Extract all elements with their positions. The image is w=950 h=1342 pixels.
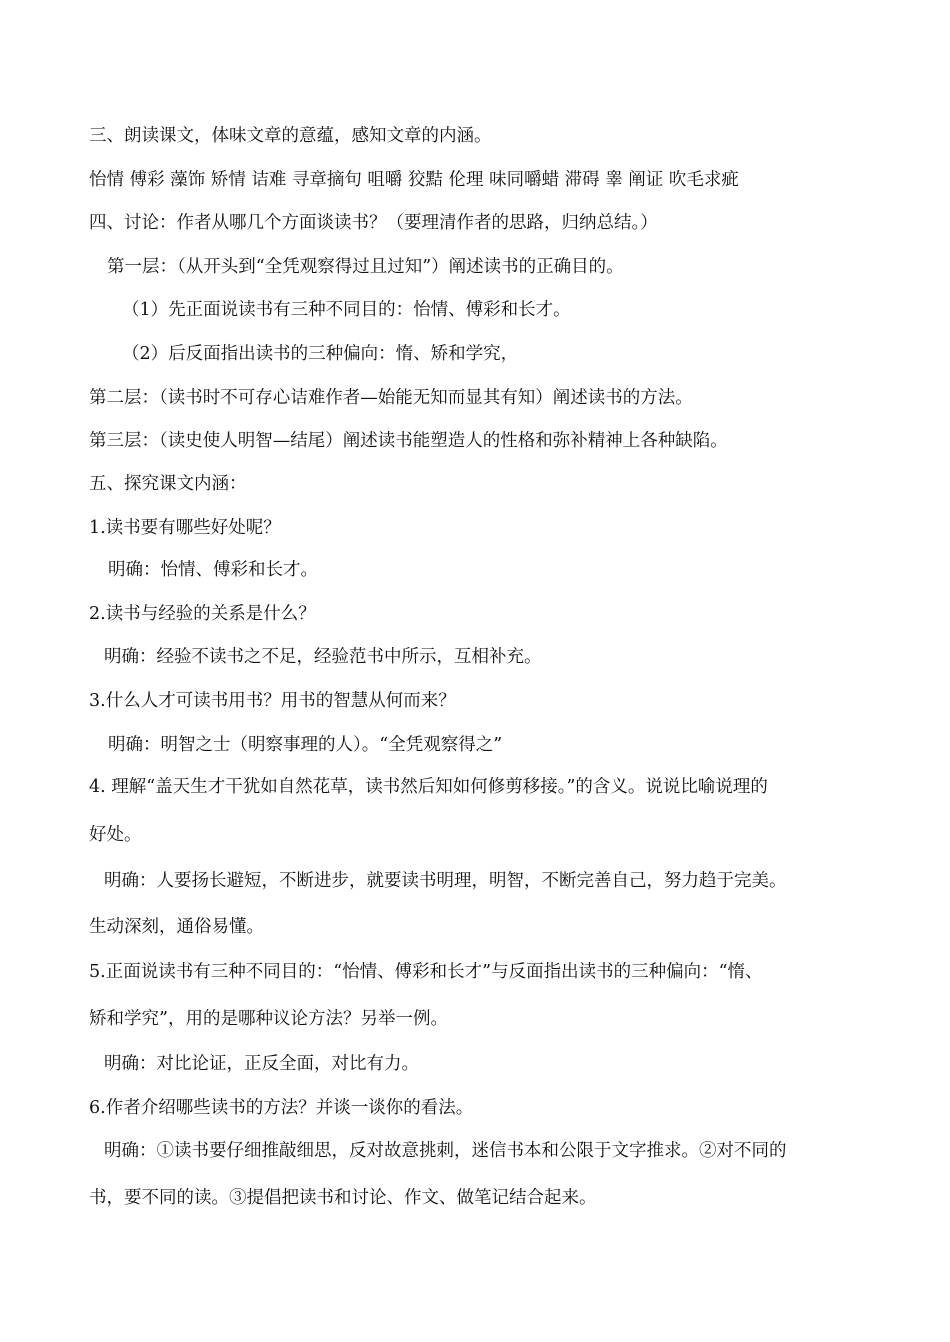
answer-6-continued: 书，要不同的读。③提倡把读书和讨论、作文、做笔记结合起来。 <box>89 1188 597 1208</box>
answer-6: 明确：①读书要仔细推敲细思，反对故意挑刺，迷信书本和公限于文字推求。②对不同的 <box>104 1141 787 1161</box>
section-four-heading: 四、讨论：作者从哪几个方面谈读书？（要理清作者的思路，归纳总结。） <box>89 213 658 233</box>
question-2: 2.读书与经验的关系是什么？ <box>89 604 316 624</box>
answer-1: 明确：怡情、傅彩和长才。 <box>108 560 318 580</box>
question-3: 3.什么人才可读书用书？用书的智慧从何而来？ <box>89 691 456 711</box>
layer-one: 第一层：（从开头到“全凭观察得过且过知”）阐述读书的正确目的。 <box>107 257 624 277</box>
layer-one-point-2: （2）后反面指出读书的三种偏向：惰、矫和学究， <box>122 344 519 364</box>
question-5-continued: 矫和学究”，用的是哪种议论方法？另举一例。 <box>89 1009 448 1029</box>
layer-two: 第二层：（读书时不可存心诘难作者—始能无知而显其有知）阐述读书的方法。 <box>89 388 693 408</box>
answer-4-continued: 生动深刻，通俗易懂。 <box>89 917 264 937</box>
question-1: 1.读书要有哪些好处呢？ <box>89 518 281 538</box>
section-five-heading: 五、探究课文内涵： <box>89 474 247 494</box>
vocabulary-list: 怡情 傅彩 藻饰 矫情 诘难 寻章摘句 咀嚼 狡黠 伦理 味同嚼蜡 滞碍 睾 阐证 吹毛求疵 <box>89 170 739 190</box>
answer-2: 明确：经验不读书之不足，经验范书中所示，互相补充。 <box>104 647 542 667</box>
layer-three: 第三层：（读史使人明智—结尾）阐述读书能塑造人的性格和弥补精神上各种缺陷。 <box>89 431 728 451</box>
question-5: 5.正面说读书有三种不同目的：“怡情、傅彩和长才”与反面指出读书的三种偏向：“惰、 <box>89 962 763 982</box>
answer-4: 明确：人要扬长避短，不断进步，就要读书明理，明智，不断完善自己，努力趋于完美。 <box>104 871 787 891</box>
question-6: 6.作者介绍哪些读书的方法？并谈一谈你的看法。 <box>89 1098 474 1118</box>
question-4-continued: 好处。 <box>89 825 142 845</box>
section-three-heading: 三、朗读课文，体味文章的意蕴，感知文章的内涵。 <box>89 126 492 146</box>
answer-3: 明确：明智之士（明察事理的人）。“全凭观察得之” <box>108 735 503 755</box>
layer-one-point-1: （1）先正面说读书有三种不同目的：怡情、傅彩和长才。 <box>122 300 571 320</box>
question-4: 4. 理解“盖天生才干犹如自然花草，读书然后知如何修剪移接。”的含义。说说比喻说理的 <box>89 777 768 797</box>
answer-5: 明确：对比论证，正反全面，对比有力。 <box>104 1054 419 1074</box>
